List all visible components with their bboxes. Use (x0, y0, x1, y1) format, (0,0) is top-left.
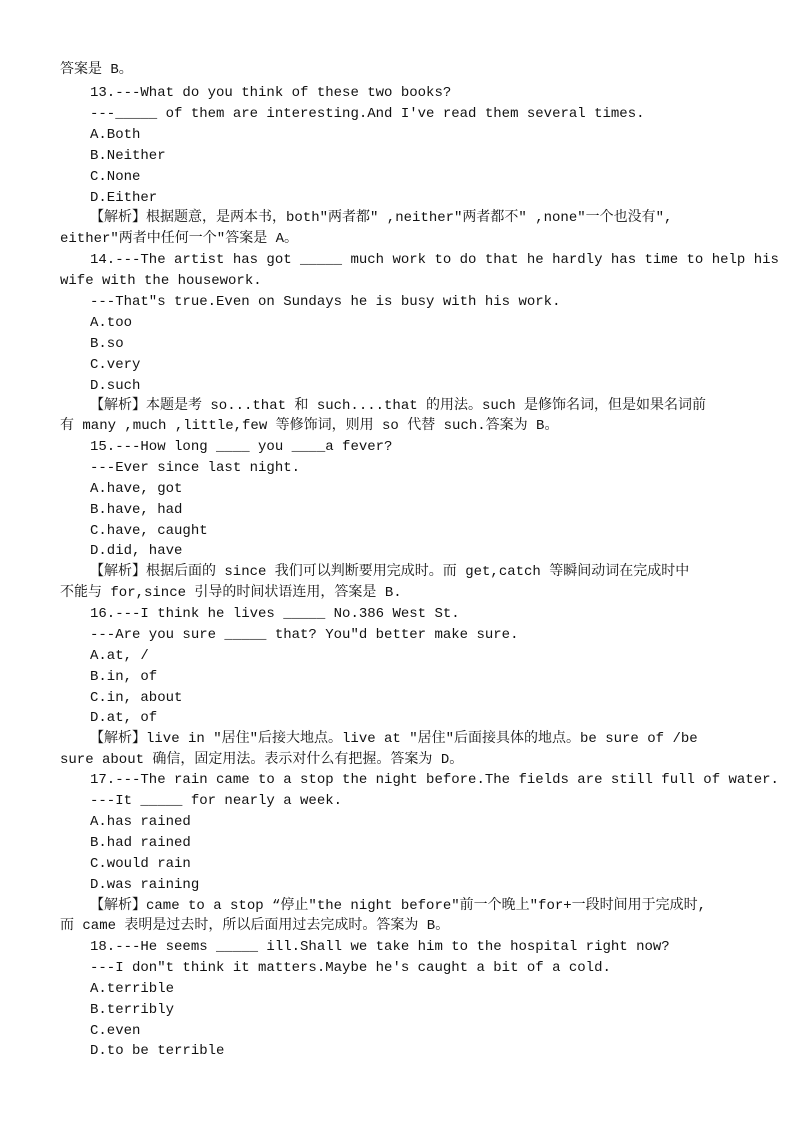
option-a: A.terrible (90, 981, 175, 997)
question-15: 15.---How long ____ you ____a fever? (90, 439, 393, 455)
question-13: 13.---What do you think of these two books? (90, 85, 452, 101)
option-c: C.very (90, 357, 141, 373)
explanation-13: 【解析】根据题意，是两本书，both"两者都" ,neither"两者都不" ,none"一个也没有", (90, 210, 673, 226)
option-b: B.have, had (90, 502, 183, 518)
option-d: D.was raining (90, 877, 200, 893)
option-c: C.have, caught (90, 523, 208, 539)
option-a: A.has rained (90, 814, 191, 830)
option-b: B.Neither (90, 148, 166, 164)
option-c: C.even (90, 1023, 141, 1039)
option-b: B.had rained (90, 835, 191, 851)
question-14: 14.---The artist has got _____ much work to do that he hardly has time to help his (90, 252, 779, 268)
question-17-response: ---It _____ for nearly a week. (90, 793, 343, 809)
question-18-response: ---I don"t think it matters.Maybe he's caught a bit of a cold. (90, 960, 611, 976)
explanation-13-cont: either"两者中任何一个"答案是 A。 (60, 231, 299, 247)
option-a: A.at, / (90, 648, 149, 664)
option-d: D.did, have (90, 543, 183, 559)
question-15-response: ---Ever since last night. (90, 460, 301, 476)
option-a: A.have, got (90, 481, 183, 497)
option-d: D.to be terrible (90, 1043, 225, 1059)
explanation-16-cont: sure about 确信，固定用法。表示对什么有把握。答案为 D。 (60, 752, 464, 768)
explanation-15-cont: 不能与 for,since 引导的时间状语连用，答案是 B. (60, 585, 402, 601)
option-a: A.Both (90, 127, 141, 143)
explanation-17: 【解析】came to a stop “停止"the night before"前一个晚上"for+一段时间用于完成时, (90, 898, 707, 914)
option-d: D.such (90, 378, 141, 394)
option-b: B.terribly (90, 1002, 175, 1018)
explanation-17-cont: 而 came 表明是过去时，所以后面用过去完成时。答案为 B。 (60, 918, 450, 934)
option-a: A.too (90, 315, 133, 331)
explanation-14-cont: 有 many ,much ,little,few 等修饰词，则用 so 代替 such.答案为 B。 (60, 418, 559, 434)
option-b: B.so (90, 336, 124, 352)
question-18: 18.---He seems _____ ill.Shall we take him to the hospital right now? (90, 939, 670, 955)
explanation-15: 【解析】根据后面的 since 我们可以判断要用完成时。而 get,catch 等瞬间动词在完成时中 (90, 564, 690, 580)
question-14-response: ---That"s true.Even on Sundays he is busy with his work. (90, 294, 561, 310)
explanation-14: 【解析】本题是考 so...that 和 such....that 的用法。such 是修饰名词，但是如果名词前 (90, 398, 707, 414)
question-16-response: ---Are you sure _____ that? You"d better make sure. (90, 627, 519, 643)
question-17: 17.---The rain came to a stop the night before.The fields are still full of water. (90, 772, 779, 788)
question-16: 16.---I think he lives _____ No.386 West St. (90, 606, 460, 622)
explanation-16: 【解析】live in "居住"后接大地点。live at "居住"后面接具体的地点。be sure of /be (90, 731, 698, 747)
option-d: D.Either (90, 190, 158, 206)
option-c: C.would rain (90, 856, 191, 872)
question-14-cont: wife with the housework. (60, 273, 262, 289)
question-13-response: ---_____ of them are interesting.And I've read them several times. (90, 106, 645, 122)
option-c: C.None (90, 169, 141, 185)
answer-line: 答案是 B。 (60, 62, 133, 78)
option-c: C.in, about (90, 690, 183, 706)
option-d: D.at, of (90, 710, 158, 726)
option-b: B.in, of (90, 669, 158, 685)
